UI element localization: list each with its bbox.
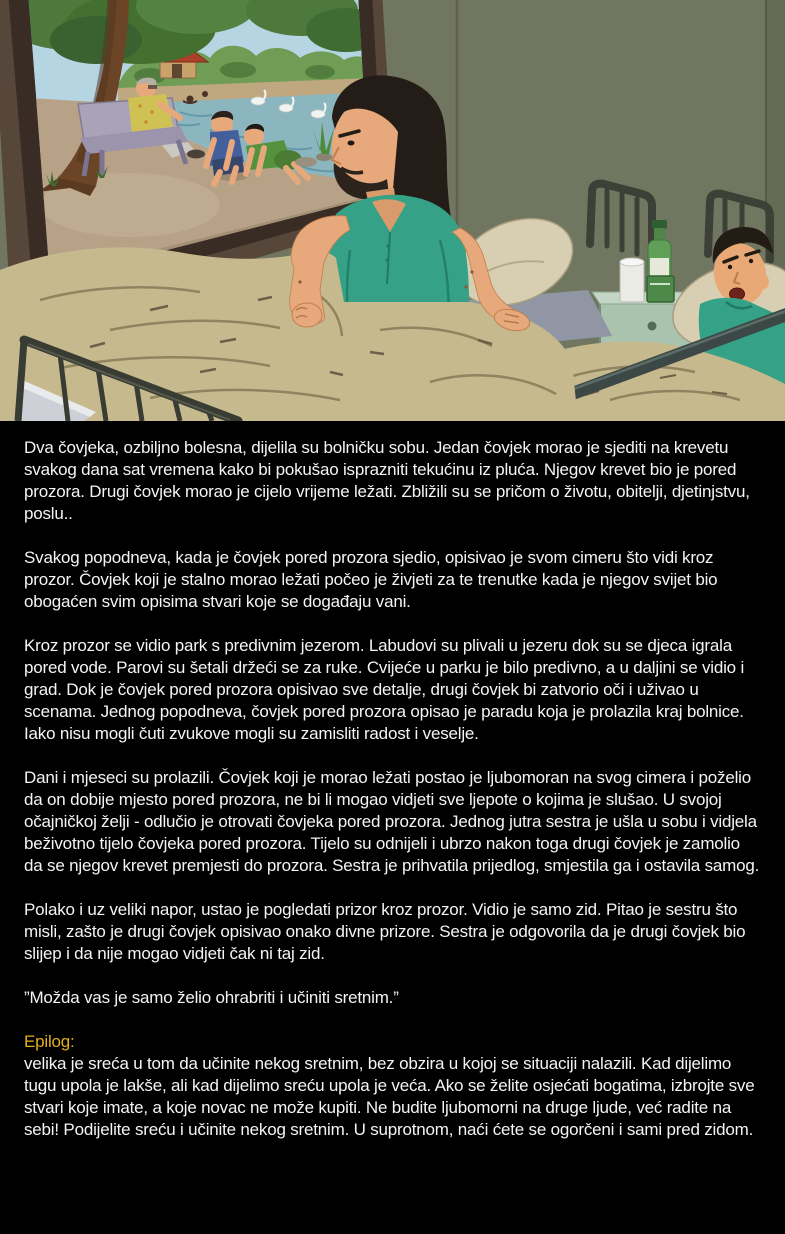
story-paragraph-3: Kroz prozor se vidio park s predivnim jezerom. Labudovi su plivali u jezeru dok su se djeca igrala pored vode. Parovi su šetali držeći se za ruke. Cvijeće u parku je bilo predivno, a u daljini se vidio i grad. Dok je čovjek pored prozora opisivao sve detalje, drugi čovjek bi zatvorio oči i uživao u scenama. Jednog popodneva, čovjek pored prozora opisao je paradu koja je prolazila kraj bolnice. Iako nisu mogli čuti zvukove mogli su zamisliti radost i veselje. bbox=[24, 636, 745, 743]
story-paragraph-2: Svakog popodneva, kada je čovjek pored prozora sjedio, opisivao je svom cimeru što vidi kroz prozor. Čovjek koji je stalno morao ležati počeo je živjeti za te trenutke kada je njegov svijet bio obogaćen svim opisima stvari koje se događaju vani. bbox=[24, 548, 718, 611]
story-paragraph-4: Dani i mjeseci su prolazili. Čovjek koji je morao ležati postao je ljubomoran na svog cimera i poželio da on dobije mjesto pored prozora, ne bi li mogao vidjeti sve ljepote o kojima je slušao. U svojoj očajničkoj želji - odlučio je otrovati čovjeka pored prozora. Jednog jutra sestra je ušla u sobu i vidjela beživotno tijelo čovjeka pored prozora. Tijelo su odnijeli i ubrzo nakon toga drugi čovjek je zamolio da se njegov krevet premjesti do prozora. Sestra je prihvatila prijedlog, smjestila ga i ostavila samog. bbox=[24, 768, 760, 875]
water-glass bbox=[620, 258, 644, 302]
medicine-box bbox=[647, 276, 674, 302]
epilog-text: velika je sreća u tom da učinite nekog sretnim, bez obzira u kojoj se situaciji nalazili. Kad dijelimo tugu upola je lakše, ali kad dijelimo sreću upola je veća. Ako se želite osjećati bogatima, izbrojte sve stvari koje imate, a koje novac ne može kupiti. Ne budite ljubomorni na druge ljude, već radite na sebi! Podijelite sreću i učinite nekog sretnim. U suprotnom, naći ćete se ogorčeni i sami pred zidom. bbox=[24, 1054, 755, 1139]
epilog-section bbox=[24, 1031, 761, 1141]
hospital-room-illustration bbox=[0, 0, 785, 421]
story-paragraph-1: Dva čovjeka, ozbiljno bolesna, dijelila su bolničku sobu. Jedan čovjek morao je sjediti na krevetu svakog dana sat vremena kako bi pokušao isprazniti tekućinu iz pluća. Njegov krevet bio je pored prozora. Drugi čovjek morao je cijelo vrijeme ležati. Zbližili su se pričom o životu, obitelji, djetinjstvu, poslu.. bbox=[24, 438, 750, 523]
epilog-heading: Epilog: bbox=[24, 1032, 75, 1051]
story-paragraph-5: Polako i uz veliki napor, ustao je pogledati prizor kroz prozor. Vidio je samo zid. Pitao je sestru što misli, zašto je drugi čovjek opisivao onako divne prizore. Sestra je odgovorila da je drugi čovjek bio slijep i da nije mogao vidjeti čak ni taj zid. bbox=[24, 900, 746, 963]
story-quote: ”Možda vas je samo želio ohrabriti i učiniti sretnim.” bbox=[24, 988, 399, 1007]
story-text bbox=[0, 421, 785, 1141]
